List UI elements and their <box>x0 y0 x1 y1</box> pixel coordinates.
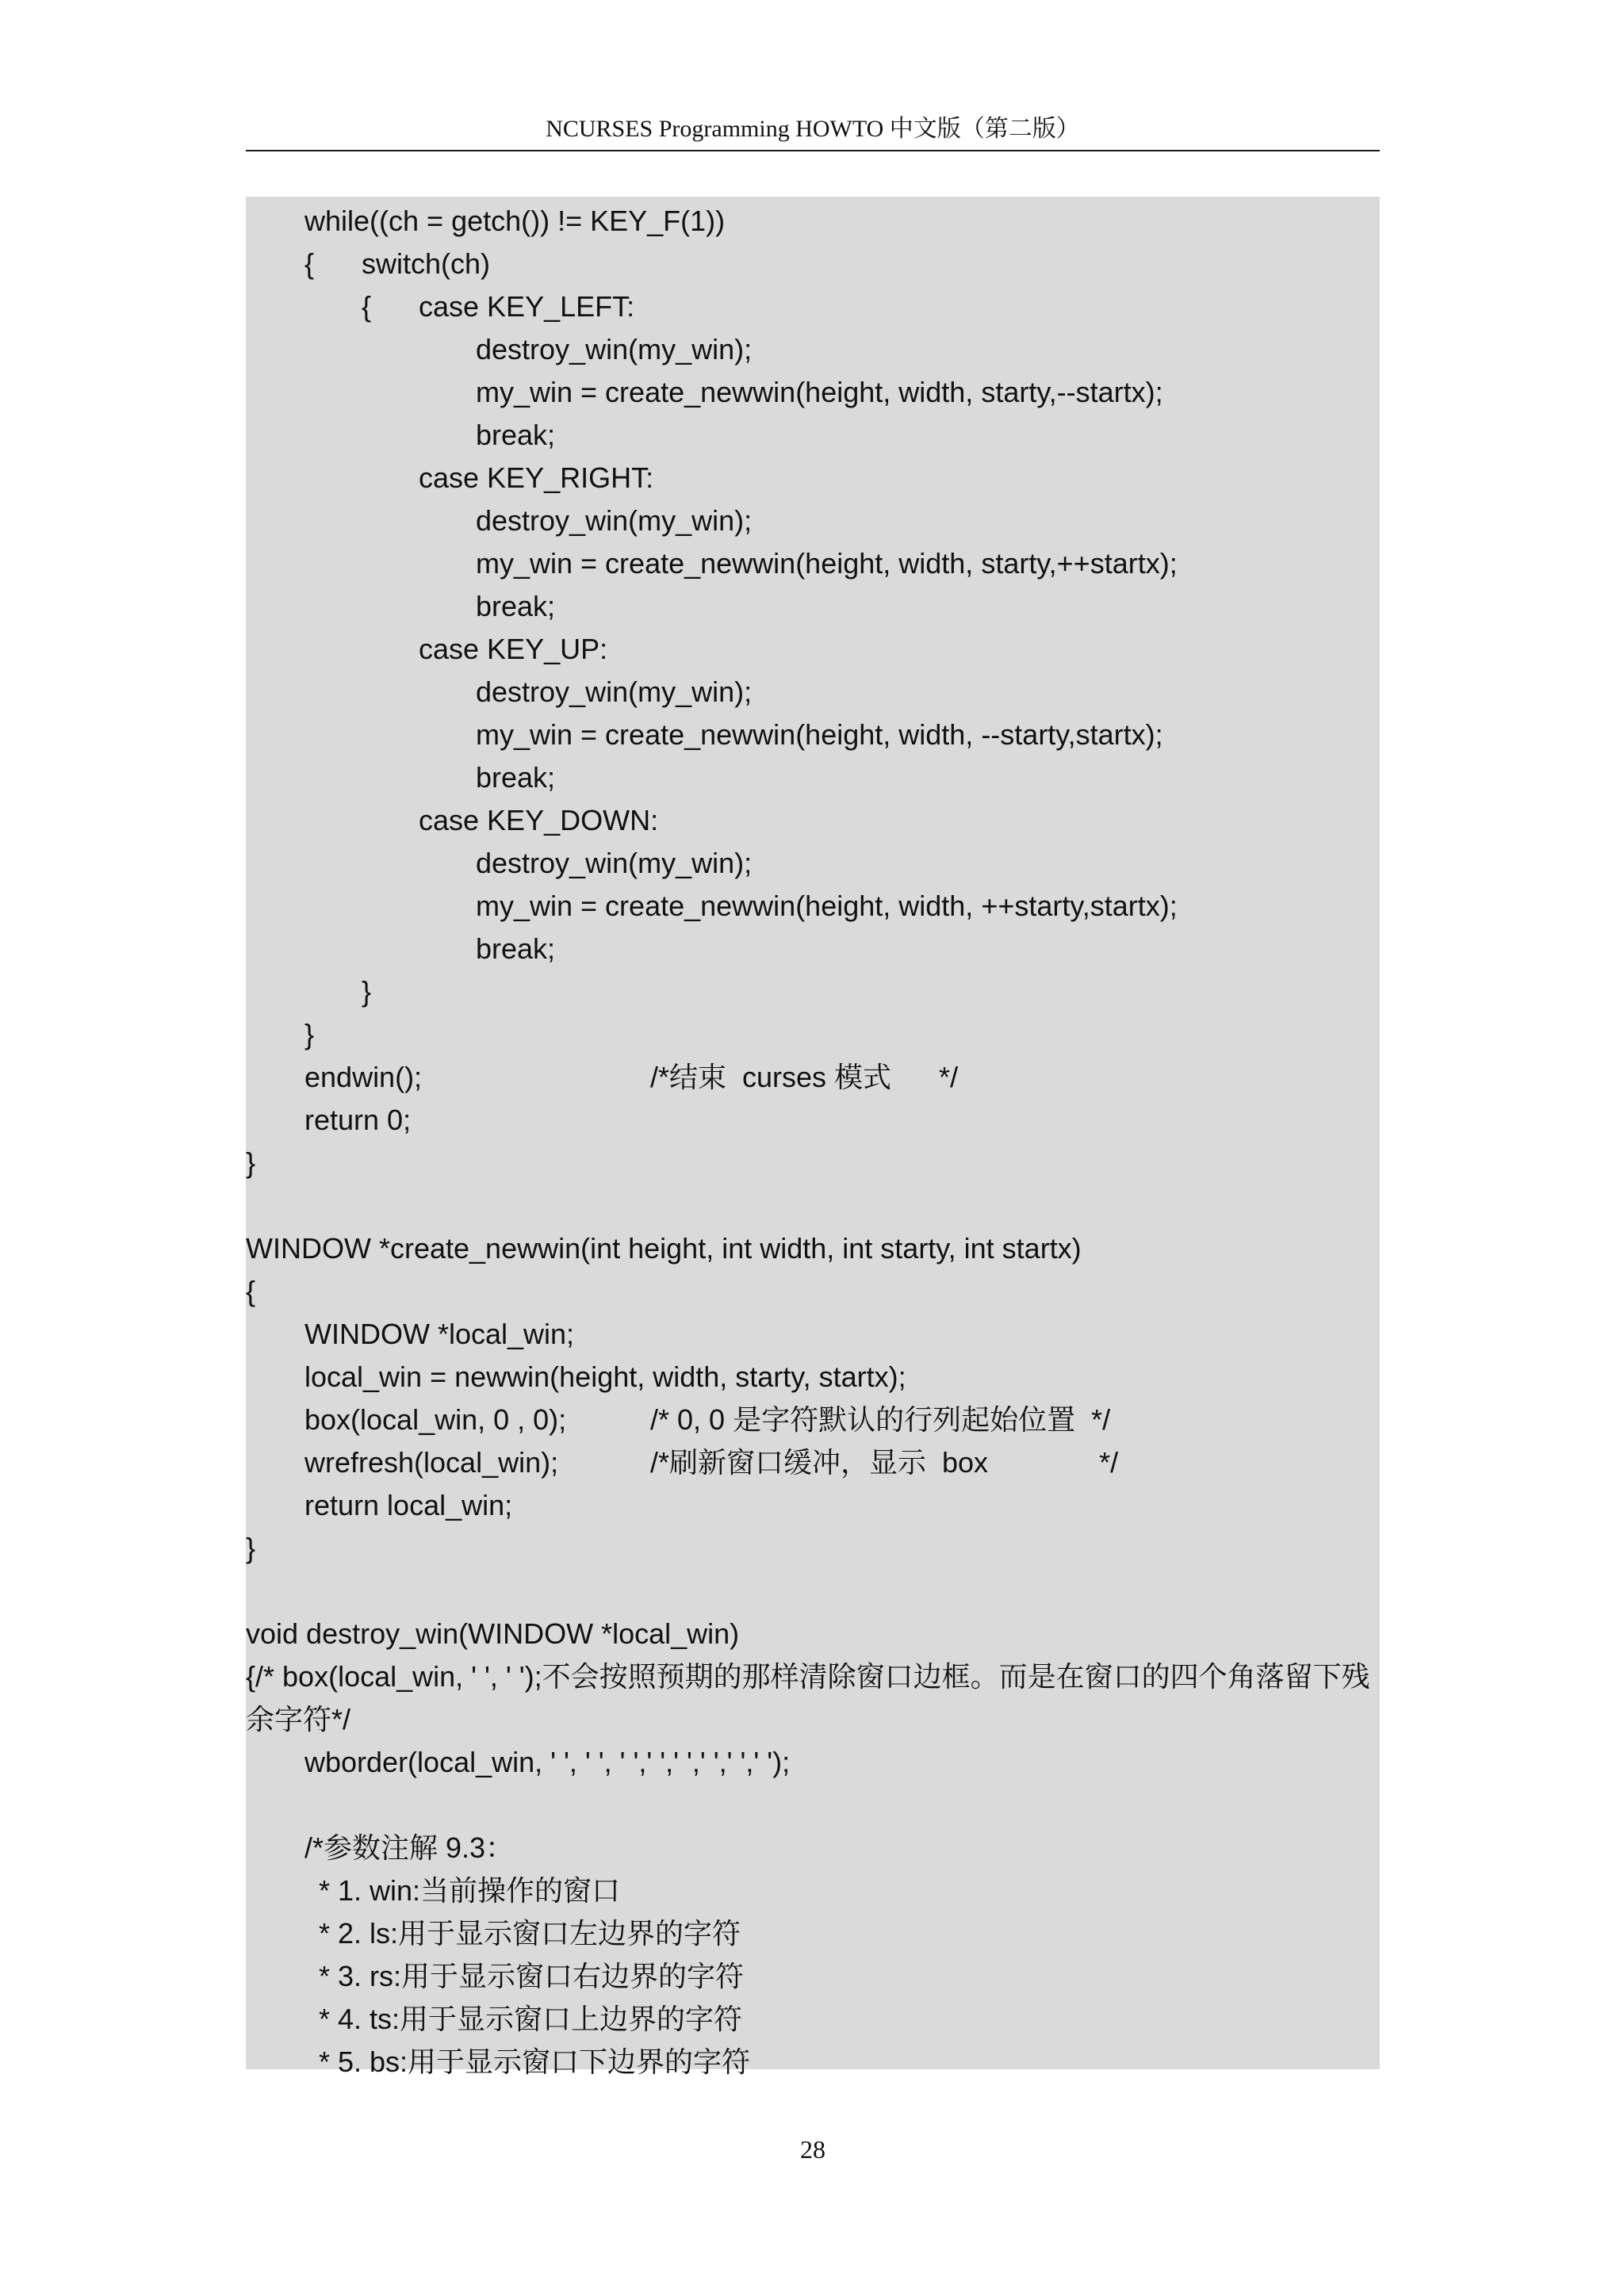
code-line: { <box>246 1275 256 1307</box>
code-line: /*参数注解 9.3： <box>304 1831 515 1864</box>
code-line: destroy_win(my_win); <box>476 847 753 879</box>
code-line: return local_win; <box>304 1489 513 1521</box>
code-line: case KEY_UP: <box>419 633 608 665</box>
code-line: break; <box>476 419 556 451</box>
code-comment: /* 0, 0 是字符默认的行列起始位置 */ <box>650 1403 1111 1436</box>
code-line: WINDOW *local_win; <box>304 1318 575 1350</box>
code-line: * 5. bs:用于显示窗口下边界的字符 <box>319 2045 751 2078</box>
code-line: while((ch = getch()) != KEY_F(1)) <box>304 205 726 237</box>
code-line: destroy_win(my_win); <box>476 333 753 365</box>
page-number: 28 <box>800 2135 825 2164</box>
code-line: { <box>304 247 315 280</box>
code-line: local_win = newwin(height, width, starty, startx); <box>304 1360 906 1393</box>
code-line: wrefresh(local_win); <box>304 1446 559 1479</box>
code-line: switch(ch) <box>362 247 491 280</box>
code-line: break; <box>476 761 556 794</box>
code-line: } <box>304 1018 315 1050</box>
code-line: my_win = create_newwin(height, width, starty,--startx); <box>476 376 1163 408</box>
code-line: my_win = create_newwin(height, width, starty,++startx); <box>476 547 1178 580</box>
code-line: WINDOW *create_newwin(int height, int width, int starty, int startx) <box>246 1232 1082 1265</box>
code-line: } <box>246 1532 256 1564</box>
code-comment: /*结束 curses 模式 */ <box>650 1061 959 1093</box>
code-line: case KEY_LEFT: <box>419 290 635 323</box>
code-line: case KEY_DOWN: <box>419 804 659 836</box>
code-line: } <box>246 1146 256 1179</box>
code-line: * 4. ts:用于显示窗口上边界的字符 <box>319 2003 743 2035</box>
code-line: { <box>362 290 372 323</box>
code-line: return 0; <box>304 1104 412 1136</box>
code-line: 余字符*/ <box>246 1703 351 1735</box>
page-header-title: NCURSES Programming HOWTO 中文版（第二版） <box>546 116 1080 142</box>
code-line: break; <box>476 932 556 965</box>
code-line: } <box>362 975 372 1008</box>
code-line: endwin(); <box>304 1061 423 1093</box>
code-line: break; <box>476 590 556 622</box>
code-block <box>246 197 1380 2078</box>
code-line: destroy_win(my_win); <box>476 675 753 708</box>
code-line: my_win = create_newwin(height, width, ++starty,startx); <box>476 890 1178 922</box>
code-line: destroy_win(my_win); <box>476 504 753 537</box>
code-line: void destroy_win(WINDOW *local_win) <box>246 1617 740 1650</box>
code-line: {/* box(local_win, ' ', ' ');不会按照预期的那样清除窗口边框。而是在窗口的四个角落留下残 <box>246 1660 1370 1693</box>
code-line: case KEY_RIGHT: <box>419 461 654 494</box>
header-rule <box>246 150 1380 151</box>
code-line: wborder(local_win, ' ', ' ', ' ',' ',' ',' ',' ',' '); <box>304 1746 791 1778</box>
code-line: my_win = create_newwin(height, width, --starty,startx); <box>476 718 1163 751</box>
code-line: box(local_win, 0 , 0); <box>304 1403 567 1436</box>
code-comment: /*刷新窗口缓冲，显示 box */ <box>650 1446 1119 1479</box>
code-line: * 1. win:当前操作的窗口 <box>319 1874 621 1907</box>
code-line: * 3. rs:用于显示窗口右边界的字符 <box>319 1960 745 1992</box>
code-line: * 2. ls:用于显示窗口左边界的字符 <box>319 1917 741 1950</box>
